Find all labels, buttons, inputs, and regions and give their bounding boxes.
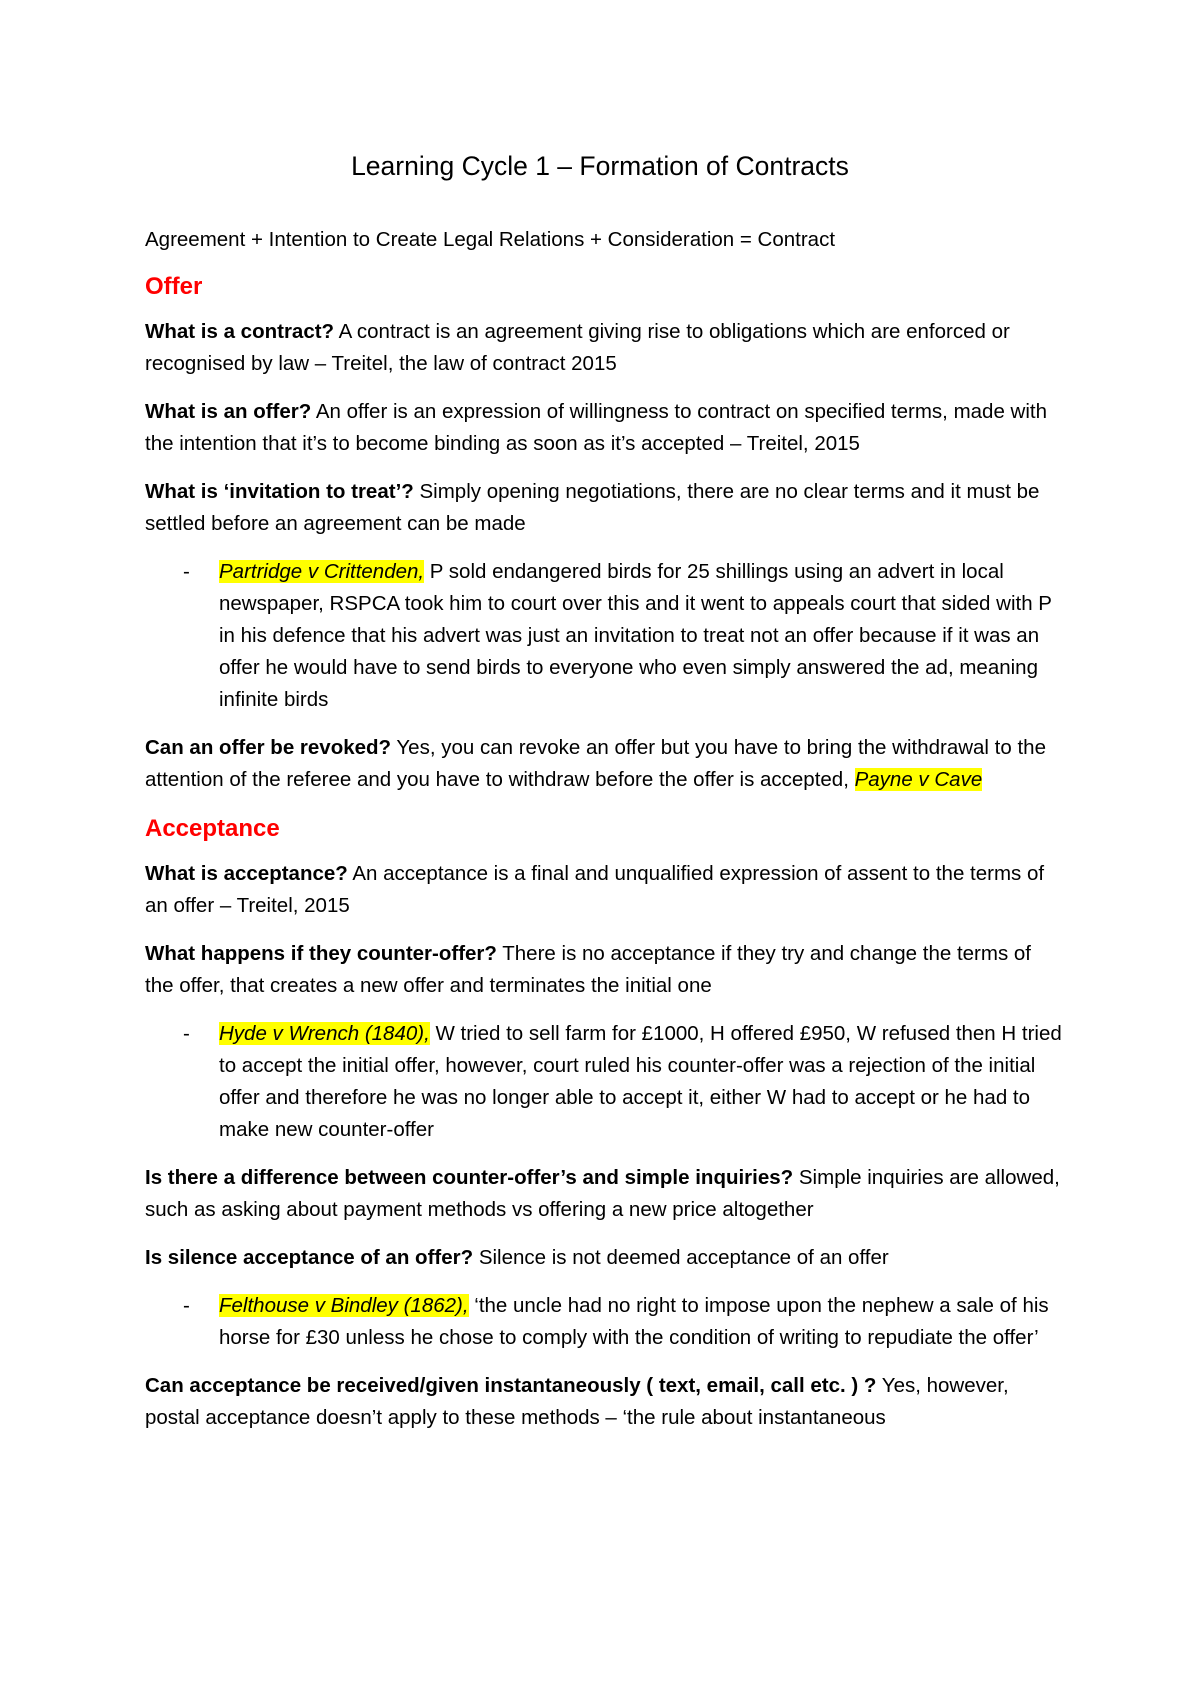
case-name-highlight: Felthouse v Bindley (1862), bbox=[219, 1294, 469, 1317]
section-heading-acceptance: Acceptance bbox=[145, 815, 280, 842]
document-title: Learning Cycle 1 – Formation of Contracts bbox=[351, 151, 849, 181]
question-text: What happens if they counter-offer? bbox=[145, 942, 497, 965]
qa-what-is-contract bbox=[145, 316, 1065, 380]
bullet-dash: - bbox=[183, 1022, 190, 1045]
contract-formula: Agreement + Intention to Create Legal Relations + Consideration = Contract bbox=[145, 228, 836, 251]
answer-text: An offer is an expression of willingness to contract on specified terms, made with the intention that it’s to become binding as soon as it’s accepted – Treitel, 2015 bbox=[145, 400, 1048, 455]
answer-text: A contract is an agreement giving rise to obligations which are enforced or recognised by law – Treitel, the law of contract 2015 bbox=[145, 320, 1010, 375]
answer-text: Silence is not deemed acceptance of an offer bbox=[473, 1246, 889, 1269]
case-item-hyde bbox=[145, 1018, 1065, 1146]
question-text: Is there a difference between counter-offer’s and simple inquiries? bbox=[145, 1166, 794, 1189]
case-name-highlight: Partridge v Crittenden, bbox=[219, 560, 425, 583]
section-heading-offer: Offer bbox=[145, 273, 203, 300]
bullet-dash: - bbox=[183, 560, 190, 583]
qa-counter-offer bbox=[145, 938, 1065, 1002]
case-name-highlight: Hyde v Wrench (1840), bbox=[219, 1022, 430, 1045]
answer-text: Yes, you can revoke an offer but you have to bring the withdrawal to the attention of the referee and you have to withdraw before the offer is accepted, bbox=[145, 736, 1046, 791]
question-text: Is silence acceptance of an offer? bbox=[145, 1246, 474, 1269]
question-text: What is an offer? bbox=[145, 400, 312, 423]
answer-text: An acceptance is a final and unqualified expression of assent to the terms of an offer – Treitel, 2015 bbox=[145, 862, 1045, 917]
question-text: What is ‘invitation to treat’? bbox=[145, 480, 414, 503]
qa-what-is-acceptance bbox=[145, 858, 1065, 922]
case-list bbox=[145, 1290, 1065, 1354]
bullet-dash: - bbox=[183, 1294, 190, 1317]
case-text: ‘the uncle had no right to impose upon the nephew a sale of his horse for £30 unless he chose to comply with the condition of writing to repudiate the offer’ bbox=[219, 1294, 1049, 1349]
case-text: P sold endangered birds for 25 shillings using an advert in local newspaper, RSPCA took him to court over this and it went to appeals court that sided with P in his defence that his advert was just an invitation to treat not an offer because if it was an offer he would have to send birds to everyone who even simply answered the ad, meaning infinite birds bbox=[219, 560, 1052, 711]
case-name-highlight: Payne v Cave bbox=[854, 768, 983, 791]
qa-what-is-offer bbox=[145, 396, 1065, 460]
answer-text: Simple inquiries are allowed, such as asking about payment methods vs offering a new price altogether bbox=[145, 1166, 1060, 1221]
qa-invitation-to-treat bbox=[145, 476, 1065, 540]
answer-text: Yes, however, postal acceptance doesn’t apply to these methods – ‘the rule about instantaneous bbox=[145, 1374, 1009, 1429]
qa-offer-revoked bbox=[145, 732, 1065, 796]
question-text: What is acceptance? bbox=[145, 862, 348, 885]
answer-text: Simply opening negotiations, there are no clear terms and it must be settled before an agreement can be made bbox=[145, 480, 1040, 535]
case-list bbox=[145, 556, 1065, 716]
qa-instantaneous-acceptance bbox=[145, 1370, 1065, 1434]
case-list bbox=[145, 1018, 1065, 1146]
qa-silence-acceptance bbox=[145, 1242, 1065, 1274]
document-body bbox=[145, 146, 1065, 1450]
case-item-felthouse bbox=[145, 1290, 1065, 1354]
case-text: W tried to sell farm for £1000, H offered £950, W refused then H tried to accept the initial offer, however, court ruled his counter-offer was a rejection of the initial offer and therefore he was no longer able to accept it, either W had to accept or he had to make new counter-offer bbox=[219, 1022, 1062, 1141]
qa-counter-vs-inquiry bbox=[145, 1162, 1065, 1226]
answer-text: There is no acceptance if they try and change the terms of the offer, that creates a new offer and terminates the initial one bbox=[145, 942, 1031, 997]
case-item-partridge bbox=[145, 556, 1065, 716]
question-text: Can acceptance be received/given instantaneously ( text, email, call etc. ) ? bbox=[145, 1374, 877, 1397]
question-text: What is a contract? bbox=[145, 320, 335, 343]
question-text: Can an offer be revoked? bbox=[145, 736, 392, 759]
